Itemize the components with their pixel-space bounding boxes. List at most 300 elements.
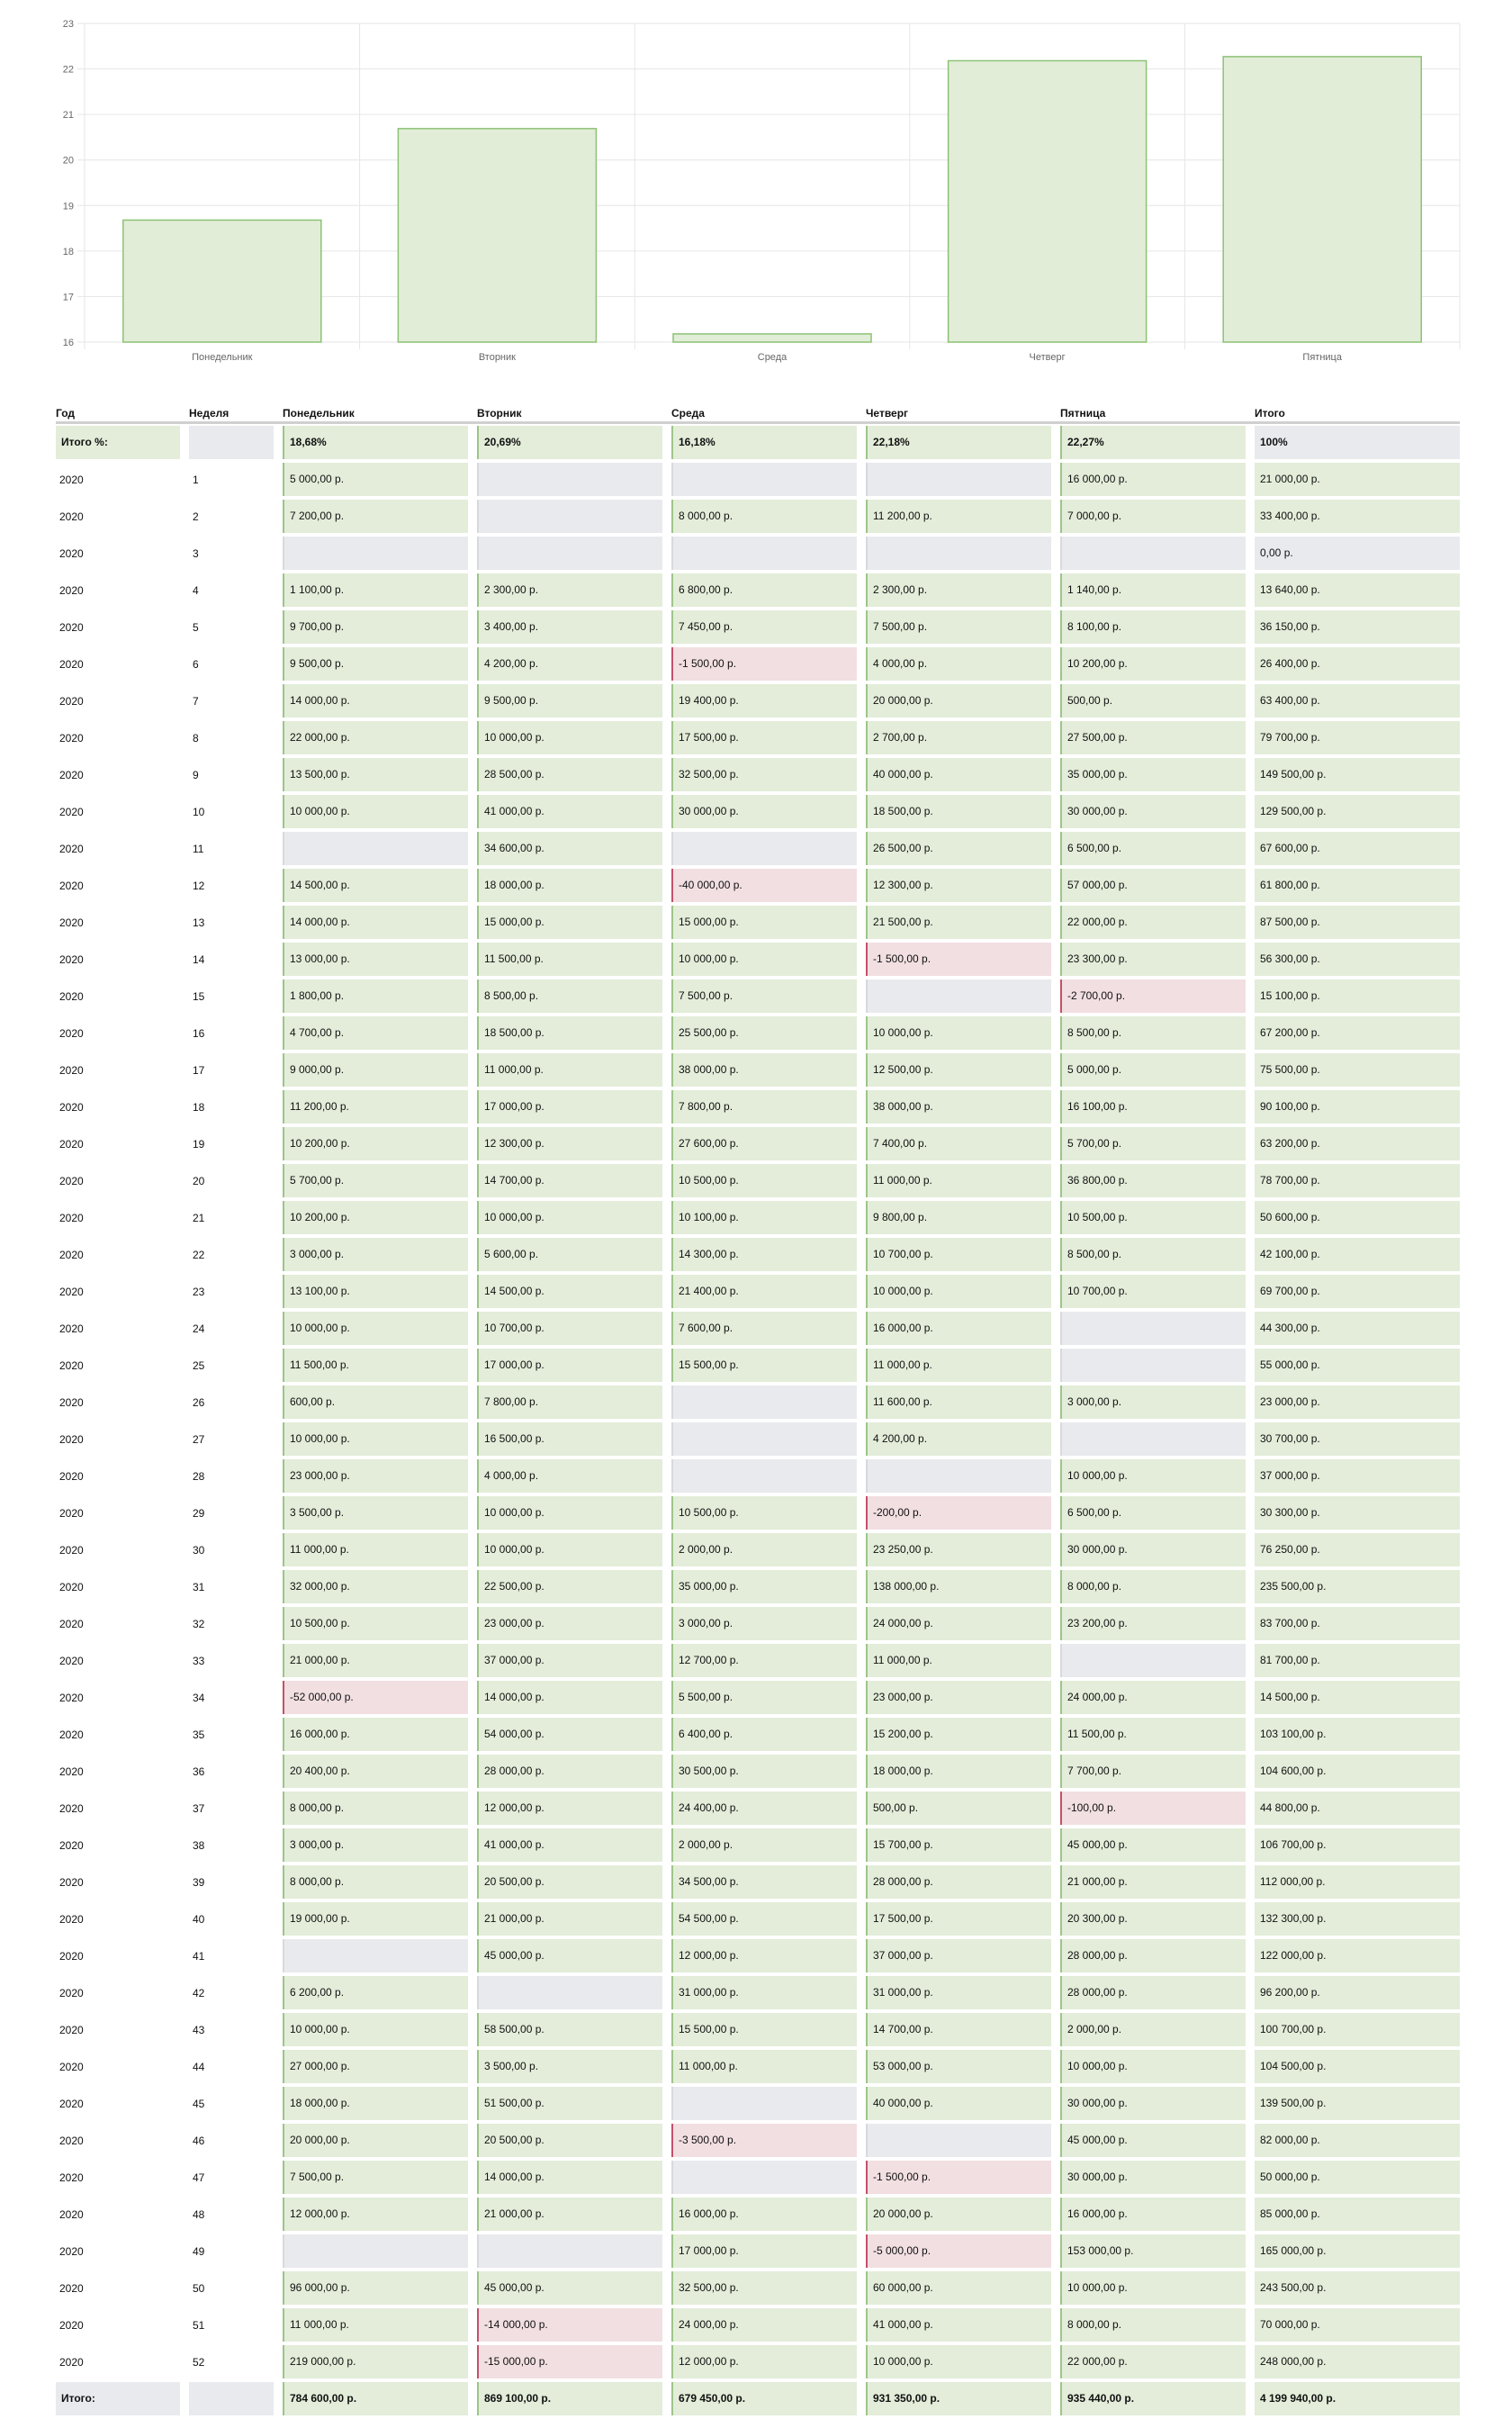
- x-tick-label-2: Среда: [757, 352, 788, 363]
- row-total: 14 500,00 р.: [1255, 1681, 1460, 1714]
- row-total-cell: [1255, 1531, 1460, 1568]
- row-total: 21 000,00 р.: [1255, 463, 1460, 496]
- day-value: [671, 2161, 857, 2194]
- year-cell: 2020: [59, 546, 84, 560]
- day-value-cell: [1060, 978, 1255, 1015]
- row-total-cell: [1255, 1642, 1460, 1679]
- day-value-cell: [477, 572, 671, 609]
- row-total: 36 150,00 р.: [1255, 610, 1460, 644]
- day-value: 14 000,00 р.: [283, 906, 468, 939]
- row-total-cell: [1255, 2048, 1460, 2085]
- day-value: [866, 979, 1051, 1013]
- day-value-cell: [283, 1937, 477, 1974]
- table-row: [56, 2306, 1460, 2343]
- day-value: 19 000,00 р.: [283, 1902, 468, 1936]
- day-value-cell: [477, 830, 671, 867]
- blank-cell: [189, 424, 283, 461]
- day-value-cell: [283, 1347, 477, 1384]
- row-total-cell: [1255, 2306, 1460, 2343]
- day-value-cell: [283, 1753, 477, 1790]
- day-value: [283, 832, 468, 865]
- day-value-cell: [671, 1716, 866, 1753]
- day-value-cell: [283, 1827, 477, 1864]
- day-value: 10 000,00 р.: [477, 1533, 662, 1566]
- day-value-cell: [1060, 2122, 1255, 2159]
- table-row: [56, 2085, 1460, 2122]
- day-value-cell: [477, 2159, 671, 2196]
- day-value: 4 700,00 р.: [283, 1016, 468, 1050]
- row-total-cell: [1255, 1568, 1460, 1605]
- day-value: 10 000,00 р.: [283, 2013, 468, 2046]
- day-value-cell: [283, 1531, 477, 1568]
- day-value-cell: [671, 1236, 866, 1273]
- day-value-cell: [671, 1273, 866, 1310]
- day-value: 38 000,00 р.: [866, 1090, 1051, 1124]
- day-value: 5 000,00 р.: [1060, 1053, 1246, 1087]
- week-cell: 48: [193, 2207, 205, 2221]
- day-value-cell: [1060, 682, 1255, 719]
- year-cell: 2020: [59, 842, 84, 855]
- day-value: [477, 1976, 662, 2009]
- day-value-cell: [1060, 1088, 1255, 1125]
- week-cell: 11: [193, 842, 204, 855]
- day-value-cell: [283, 1716, 477, 1753]
- row-total: 69 700,00 р.: [1255, 1275, 1460, 1308]
- day-value: 7 800,00 р.: [671, 1090, 857, 1124]
- day-value: 14 700,00 р.: [866, 2013, 1051, 2046]
- day-value-cell: [477, 1716, 671, 1753]
- day-value-cell: [283, 1199, 477, 1236]
- day-value: 45 000,00 р.: [1060, 1828, 1246, 1862]
- day-value: 10 700,00 р.: [866, 1238, 1051, 1271]
- row-total: 30 300,00 р.: [1255, 1496, 1460, 1530]
- day-value-cell: [283, 1458, 477, 1494]
- day-value: 6 500,00 р.: [1060, 832, 1246, 865]
- table-row: [56, 1864, 1460, 1900]
- week-cell: 13: [193, 916, 205, 929]
- day-value-cell: [866, 1900, 1060, 1937]
- day-value-cell: [1060, 645, 1255, 682]
- day-value: 14 000,00 р.: [477, 1681, 662, 1714]
- day-value-cell: [671, 904, 866, 941]
- day-value-cell: [1060, 1642, 1255, 1679]
- row-total-cell: [1255, 1900, 1460, 1937]
- year-cell: 2020: [59, 1617, 84, 1630]
- day-value: 28 500,00 р.: [477, 758, 662, 791]
- table-row: [56, 1310, 1460, 1347]
- day-value: 22 500,00 р.: [477, 1570, 662, 1603]
- row-total-cell: [1255, 572, 1460, 609]
- row-total: 129 500,00 р.: [1255, 795, 1460, 828]
- day-value: 22 000,00 р.: [1060, 906, 1246, 939]
- day-value-cell: [866, 2122, 1060, 2159]
- day-value: 500,00 р.: [1060, 684, 1246, 718]
- day-value: 12 000,00 р.: [283, 2198, 468, 2231]
- day-value: 500,00 р.: [866, 1792, 1051, 1825]
- year-cell: 2020: [59, 1100, 84, 1114]
- table-row: [56, 461, 1460, 498]
- day-value: 16 000,00 р.: [866, 1312, 1051, 1345]
- day-value-cell: [671, 756, 866, 793]
- table-row: [56, 2122, 1460, 2159]
- day-value-cell: [671, 2122, 866, 2159]
- day-value-cell: [1060, 1015, 1255, 1052]
- day-value-cell: [671, 2085, 866, 2122]
- column-header: Неделя: [189, 402, 283, 424]
- day-value: 10 000,00 р.: [477, 721, 662, 754]
- day-value: 12 000,00 р.: [671, 1939, 857, 1972]
- row-total: 56 300,00 р.: [1255, 943, 1460, 976]
- row-total-cell: [1255, 645, 1460, 682]
- day-value: 11 000,00 р.: [477, 1053, 662, 1087]
- day-value: 9 500,00 р.: [477, 684, 662, 718]
- day-value-cell: [477, 1900, 671, 1937]
- day-value: 679 450,00 р.: [671, 2382, 857, 2415]
- day-value: [1060, 1422, 1246, 1456]
- day-value-cell: [866, 682, 1060, 719]
- y-tick-label-7: 23: [62, 19, 74, 30]
- day-value-cell: [866, 2085, 1060, 2122]
- row-total-cell: [1255, 719, 1460, 756]
- week-cell: 27: [193, 1432, 205, 1446]
- day-value-cell: [283, 1015, 477, 1052]
- day-value: 3 400,00 р.: [477, 610, 662, 644]
- day-value-cell: [283, 1125, 477, 1162]
- day-value: 8 000,00 р.: [671, 500, 857, 533]
- day-value-cell: [1060, 904, 1255, 941]
- row-total-cell: [1255, 1015, 1460, 1052]
- row-total: 30 700,00 р.: [1255, 1422, 1460, 1456]
- day-value-cell: [283, 1384, 477, 1421]
- day-value: 27 600,00 р.: [671, 1127, 857, 1160]
- day-value-cell: [1060, 1974, 1255, 2011]
- day-value: 23 300,00 р.: [1060, 943, 1246, 976]
- year-cell: 2020: [59, 1875, 84, 1889]
- day-value: 38 000,00 р.: [671, 1053, 857, 1087]
- day-value-cell: [866, 1125, 1060, 1162]
- day-value-cell: [671, 830, 866, 867]
- day-value: 30 000,00 р.: [1060, 2161, 1246, 2194]
- day-value-cell: [671, 1864, 866, 1900]
- day-value-cell: [671, 1310, 866, 1347]
- day-value-cell: [671, 2196, 866, 2233]
- table-row: [56, 1052, 1460, 1088]
- day-value: 28 000,00 р.: [866, 1865, 1051, 1899]
- row-total-cell: [1255, 1199, 1460, 1236]
- day-value: 27 500,00 р.: [1060, 721, 1246, 754]
- day-value: 8 500,00 р.: [477, 979, 662, 1013]
- day-value: 2 000,00 р.: [671, 1533, 857, 1566]
- day-value: 935 440,00 р.: [1060, 2382, 1246, 2415]
- day-value: [477, 500, 662, 533]
- day-value: 40 000,00 р.: [866, 2087, 1051, 2120]
- day-value: 22 000,00 р.: [283, 721, 468, 754]
- x-tick-label-1: Вторник: [478, 352, 516, 363]
- day-value: 15 500,00 р.: [671, 1349, 857, 1382]
- table-header-row: [56, 402, 1460, 424]
- day-value-cell: [866, 2270, 1060, 2306]
- week-cell: 25: [193, 1358, 205, 1372]
- table-row: [56, 609, 1460, 645]
- day-value-cell: [477, 609, 671, 645]
- row-total: 42 100,00 р.: [1255, 1238, 1460, 1271]
- day-value: [477, 463, 662, 496]
- year-cell: 2020: [59, 1949, 84, 1963]
- blank-cell: [189, 2380, 283, 2417]
- table-row: [56, 1273, 1460, 1310]
- day-value-cell: [671, 1199, 866, 1236]
- footer-row: [56, 2380, 1460, 2417]
- week-cell: 1: [193, 473, 199, 486]
- day-value: 11 000,00 р.: [866, 1644, 1051, 1677]
- day-value-cell: [477, 719, 671, 756]
- day-value: [671, 463, 857, 496]
- day-value: 14 500,00 р.: [477, 1275, 662, 1308]
- day-value-cell: [283, 1642, 477, 1679]
- day-value-cell: [477, 1790, 671, 1827]
- day-value: 10 500,00 р.: [671, 1496, 857, 1530]
- day-value: 21 000,00 р.: [1060, 1865, 1246, 1899]
- row-total: 75 500,00 р.: [1255, 1053, 1460, 1087]
- day-value-cell: [283, 2233, 477, 2270]
- total-cell: [1255, 2380, 1460, 2417]
- day-value-cell: [283, 793, 477, 830]
- table-row: [56, 572, 1460, 609]
- day-value-cell: [866, 2196, 1060, 2233]
- year-cell: 2020: [59, 1691, 84, 1704]
- row-total-cell: [1255, 978, 1460, 1015]
- day-value: 3 000,00 р.: [1060, 1385, 1246, 1419]
- day-value-cell: [671, 1347, 866, 1384]
- day-value: [283, 2234, 468, 2268]
- day-value: 16 500,00 р.: [477, 1422, 662, 1456]
- day-value-cell: [1060, 756, 1255, 793]
- week-cell: 10: [193, 805, 205, 818]
- day-value: 45 000,00 р.: [477, 1939, 662, 1972]
- year-cell: 2020: [59, 2318, 84, 2332]
- day-value-cell: [866, 793, 1060, 830]
- day-value-cell: [283, 867, 477, 904]
- day-value-cell: [1060, 1605, 1255, 1642]
- row-total-cell: [1255, 1679, 1460, 1716]
- row-total: 23 000,00 р.: [1255, 1385, 1460, 1419]
- day-value: -1 500,00 р.: [866, 943, 1051, 976]
- year-cell: 2020: [59, 473, 84, 486]
- day-value: 45 000,00 р.: [477, 2271, 662, 2305]
- day-value-cell: [671, 1015, 866, 1052]
- table-row: [56, 1494, 1460, 1531]
- table-row: [56, 1790, 1460, 1827]
- week-cell: 22: [193, 1248, 205, 1261]
- week-cell: 31: [193, 1580, 205, 1593]
- column-header: Вторник: [477, 402, 671, 424]
- day-value-cell: [1060, 461, 1255, 498]
- day-value-cell: [283, 830, 477, 867]
- day-value-cell: [671, 609, 866, 645]
- day-value: 30 000,00 р.: [1060, 2087, 1246, 2120]
- day-value: 18 000,00 р.: [477, 869, 662, 902]
- year-cell: 2020: [59, 1986, 84, 1999]
- day-value: 11 500,00 р.: [283, 1349, 468, 1382]
- row-total: 33 400,00 р.: [1255, 500, 1460, 533]
- day-value: 11 000,00 р.: [866, 1349, 1051, 1382]
- day-value-cell: [1060, 793, 1255, 830]
- day-value: 10 000,00 р.: [671, 943, 857, 976]
- day-value-cell: [1060, 1421, 1255, 1458]
- row-total: 13 640,00 р.: [1255, 573, 1460, 607]
- day-value: 10 000,00 р.: [283, 795, 468, 828]
- row-total: 67 600,00 р.: [1255, 832, 1460, 865]
- day-value: [477, 2234, 662, 2268]
- day-value: 24 000,00 р.: [671, 2308, 857, 2342]
- day-value: 32 000,00 р.: [283, 1570, 468, 1603]
- row-total: 104 500,00 р.: [1255, 2050, 1460, 2083]
- day-value: 7 200,00 р.: [283, 500, 468, 533]
- year-cell: 2020: [59, 1358, 84, 1372]
- day-value: 3 000,00 р.: [283, 1238, 468, 1271]
- day-value-cell: [283, 756, 477, 793]
- row-total-cell: [1255, 498, 1460, 535]
- day-value: 22,27%: [1060, 426, 1246, 459]
- day-value-cell: [477, 1568, 671, 1605]
- day-value-cell: [283, 1310, 477, 1347]
- day-value-cell: [866, 1162, 1060, 1199]
- day-value: 10 000,00 р.: [283, 1312, 468, 1345]
- day-value-cell: [283, 941, 477, 978]
- day-value: [283, 1939, 468, 1972]
- year-cell: 2020: [59, 1912, 84, 1926]
- day-value: 10 700,00 р.: [1060, 1275, 1246, 1308]
- day-value: [671, 2087, 857, 2120]
- day-value: 7 450,00 р.: [671, 610, 857, 644]
- year-cell: 2020: [59, 1248, 84, 1261]
- day-value-cell: [477, 941, 671, 978]
- table-row: [56, 2159, 1460, 2196]
- day-value: 1 100,00 р.: [283, 573, 468, 607]
- day-value: 931 350,00 р.: [866, 2382, 1051, 2415]
- day-value: 10 000,00 р.: [477, 1201, 662, 1234]
- week-cell: 2: [193, 510, 199, 523]
- table-row: [56, 867, 1460, 904]
- table-row: [56, 1568, 1460, 1605]
- day-value-cell: [283, 2048, 477, 2085]
- day-value: 9 000,00 р.: [283, 1053, 468, 1087]
- week-cell: 28: [193, 1469, 205, 1483]
- day-value-cell: [866, 2011, 1060, 2048]
- day-value: 96 000,00 р.: [283, 2271, 468, 2305]
- table-row: [56, 1384, 1460, 1421]
- year-cell: 2020: [59, 657, 84, 671]
- day-value: 24 000,00 р.: [866, 1607, 1051, 1640]
- row-total: 0,00 р.: [1255, 537, 1460, 570]
- day-value: 13 100,00 р.: [283, 1275, 468, 1308]
- week-cell: 15: [193, 989, 205, 1003]
- day-value: 219 000,00 р.: [283, 2345, 468, 2378]
- day-value-cell: [866, 1052, 1060, 1088]
- year-cell: 2020: [59, 1174, 84, 1187]
- table-row: [56, 1125, 1460, 1162]
- day-value: 153 000,00 р.: [1060, 2234, 1246, 2268]
- day-value-cell: [477, 1347, 671, 1384]
- table-row: [56, 2048, 1460, 2085]
- week-cell: 5: [193, 620, 199, 634]
- day-value: 11 000,00 р.: [866, 1164, 1051, 1197]
- week-cell: 19: [193, 1137, 205, 1151]
- day-value-cell: [866, 1568, 1060, 1605]
- day-value: 6 400,00 р.: [671, 1718, 857, 1751]
- day-value-cell: [866, 461, 1060, 498]
- day-value-cell: [866, 1199, 1060, 1236]
- day-value-cell: [671, 978, 866, 1015]
- row-total: 79 700,00 р.: [1255, 721, 1460, 754]
- week-cell: 6: [193, 657, 199, 671]
- day-value: 10 500,00 р.: [1060, 1201, 1246, 1234]
- day-value: 10 700,00 р.: [477, 1312, 662, 1345]
- table-row: [56, 978, 1460, 1015]
- day-value: 16 000,00 р.: [1060, 463, 1246, 496]
- day-value: 20,69%: [477, 426, 662, 459]
- row-total: 235 500,00 р.: [1255, 1570, 1460, 1603]
- day-value-cell: [866, 1236, 1060, 1273]
- row-label-cell: [56, 2380, 189, 2417]
- row-total: 44 300,00 р.: [1255, 1312, 1460, 1345]
- day-value-cell: [477, 461, 671, 498]
- day-value: 16 000,00 р.: [283, 1718, 468, 1751]
- y-tick-label-4: 20: [62, 155, 74, 167]
- day-value: 36 800,00 р.: [1060, 1164, 1246, 1197]
- day-value-cell: [1060, 719, 1255, 756]
- year-cell: 2020: [59, 1765, 84, 1778]
- day-value-cell: [283, 1273, 477, 1310]
- day-value-cell: [477, 1827, 671, 1864]
- week-cell: 3: [193, 546, 199, 560]
- week-cell: 32: [193, 1617, 205, 1630]
- row-total: 165 000,00 р.: [1255, 2234, 1460, 2268]
- day-value-cell: [1060, 830, 1255, 867]
- day-value-cell: [1060, 1347, 1255, 1384]
- day-value: 7 500,00 р.: [283, 2161, 468, 2194]
- week-cell: 20: [193, 1174, 205, 1187]
- column-header: Итого: [1255, 402, 1460, 424]
- day-value: 14 500,00 р.: [283, 869, 468, 902]
- year-cell: 2020: [59, 2023, 84, 2036]
- day-value-cell: [283, 1052, 477, 1088]
- day-value: 8 500,00 р.: [1060, 1238, 1246, 1271]
- day-value: 9 800,00 р.: [866, 1201, 1051, 1234]
- y-tick-label-0: 16: [62, 338, 74, 348]
- table-row: [56, 2270, 1460, 2306]
- x-tick-label-3: Четверг: [1029, 352, 1066, 363]
- day-value-cell: [866, 2159, 1060, 2196]
- day-value: 45 000,00 р.: [1060, 2124, 1246, 2157]
- year-cell: 2020: [59, 1838, 84, 1852]
- row-total: 248 000,00 р.: [1255, 2345, 1460, 2378]
- day-value-cell: [1060, 1458, 1255, 1494]
- row-total: 104 600,00 р.: [1255, 1755, 1460, 1788]
- year-cell: 2020: [59, 2060, 84, 2073]
- row-total: 87 500,00 р.: [1255, 906, 1460, 939]
- day-value-cell: [671, 2233, 866, 2270]
- column-header: Среда: [671, 402, 866, 424]
- year-cell: 2020: [59, 2097, 84, 2110]
- day-value: 8 500,00 р.: [1060, 1016, 1246, 1050]
- row-total-cell: [1255, 1088, 1460, 1125]
- day-value: [1060, 1349, 1246, 1382]
- table-row: [56, 904, 1460, 941]
- column-header: Понедельник: [283, 402, 477, 424]
- year-cell: 2020: [59, 1728, 84, 1741]
- row-total: 37 000,00 р.: [1255, 1459, 1460, 1493]
